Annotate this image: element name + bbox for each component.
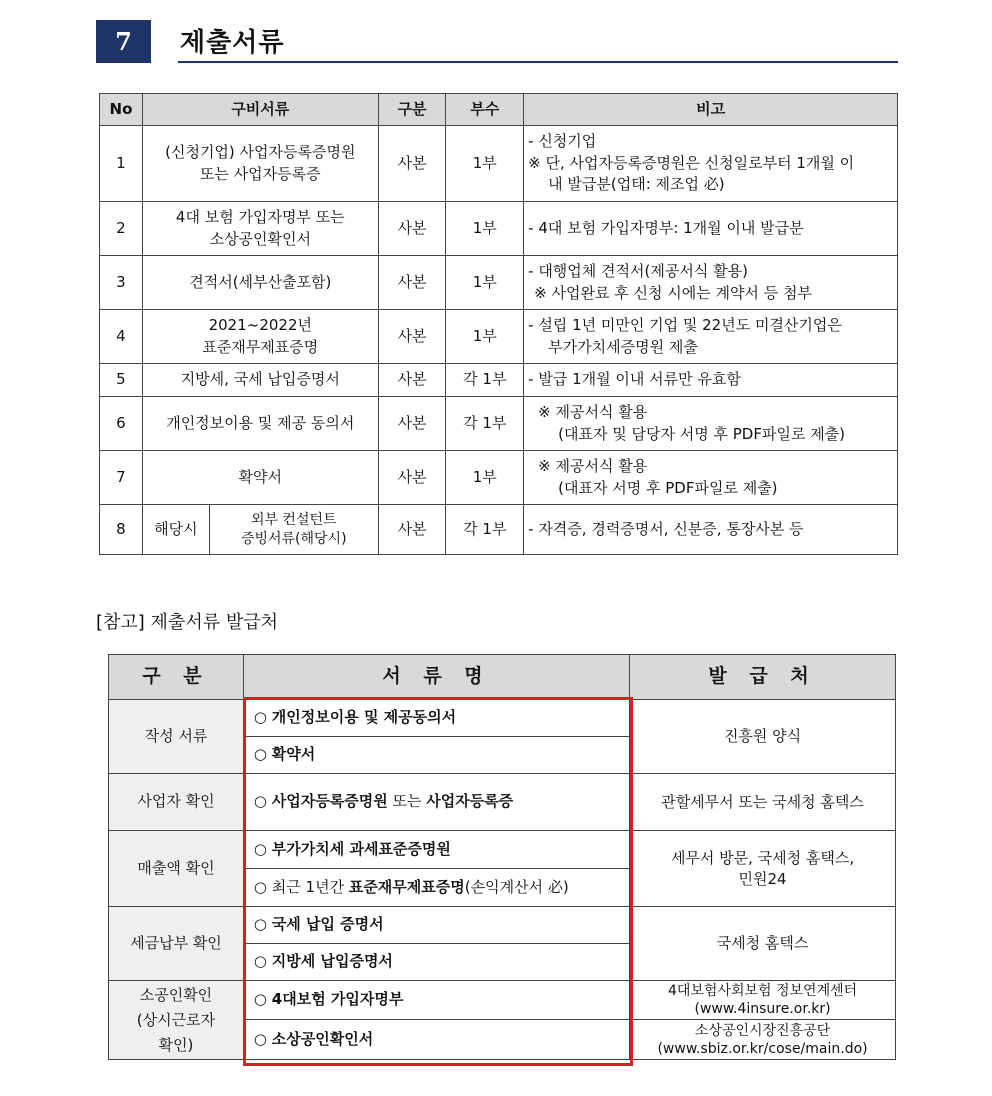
header-copies: 부수 xyxy=(446,94,524,126)
header-document-name: 서 류 명 xyxy=(243,655,629,700)
doc-line: 개인정보이용 및 제공 동의서 xyxy=(166,413,355,432)
row-copies: 1부 xyxy=(446,451,524,505)
table-row xyxy=(100,256,898,310)
note-line: (대표자 및 담당자 서명 후 PDF파일로 제출) xyxy=(558,424,846,443)
doc-line: 견적서(세부산출포함) xyxy=(189,272,332,291)
document-cell xyxy=(243,737,629,774)
table-row xyxy=(100,126,898,202)
row-note xyxy=(524,126,898,202)
note-line: ※ 사업완료 후 신청 시에는 계약서 등 첨부 xyxy=(534,283,812,302)
header-remarks: 비고 xyxy=(524,94,898,126)
row-copies: 1부 xyxy=(446,202,524,256)
category-label: 세금납부 확인 xyxy=(130,933,222,952)
row-no: 6 xyxy=(100,397,143,451)
header-documents: 구비서류 xyxy=(142,94,378,126)
document-name: 확약서 xyxy=(271,745,316,764)
note-line: - 자격증, 경력증명서, 신분증, 통장사본 등 xyxy=(528,519,804,538)
document-connector: 또는 xyxy=(387,792,427,811)
circle-bullet-icon: ○ xyxy=(253,708,267,727)
table-row xyxy=(109,981,896,1020)
row-type: 사본 xyxy=(378,310,446,364)
doc-line: 외부 컨설턴트 xyxy=(250,511,337,528)
header-issuer: 발 급 처 xyxy=(630,655,896,700)
document-prefix: 최근 1년간 xyxy=(271,877,349,896)
document-name: 국세 납입 증명서 xyxy=(271,915,384,934)
note-line: (대표자 서명 후 PDF파일로 제출) xyxy=(558,478,778,497)
header-no: No xyxy=(100,94,143,126)
note-line: - 대행업체 견적서(제공서식 활용) xyxy=(528,261,748,280)
issuer-cell xyxy=(630,774,896,831)
row-note xyxy=(524,256,898,310)
table-row xyxy=(100,451,898,505)
row-copies: 각 1부 xyxy=(446,397,524,451)
row-type: 사본 xyxy=(378,126,446,202)
row-type: 사본 xyxy=(378,505,446,555)
row-no: 5 xyxy=(100,364,143,397)
document-cell xyxy=(243,869,629,907)
note-line: - 발급 1개월 이내 서류만 유효함 xyxy=(528,370,741,389)
row-no: 3 xyxy=(100,256,143,310)
row-document xyxy=(142,256,378,310)
row-copies: 1부 xyxy=(446,126,524,202)
category-cell xyxy=(109,907,244,981)
note-line: ※ 단, 사업자등록증명원은 신청일로부터 1개월 이 xyxy=(528,153,855,172)
category-label: 사업자 확인 xyxy=(137,792,215,811)
row-type: 사본 xyxy=(378,451,446,505)
category-label: 소공인확인 xyxy=(139,986,213,1005)
doc-line: 2021~2022년 xyxy=(208,315,312,334)
issuer-line: (www.4insure.or.kr) xyxy=(694,1001,831,1018)
note-line: - 4대 보험 가입자명부: 1개월 이내 발급분 xyxy=(528,218,804,237)
doc-line: 확약서 xyxy=(238,467,283,486)
document-cell xyxy=(243,1020,629,1060)
table-row xyxy=(100,310,898,364)
row-sub-label: 해당시 xyxy=(142,505,209,555)
reference-heading: [참고] 제출서류 발급처 xyxy=(96,612,278,633)
issuer-cell xyxy=(630,981,896,1020)
category-cell xyxy=(109,981,244,1060)
document-cell xyxy=(243,944,629,981)
row-no: 2 xyxy=(100,202,143,256)
row-note xyxy=(524,451,898,505)
category-label: 매출액 확인 xyxy=(137,858,215,877)
document-name: 지방세 납입증명서 xyxy=(271,952,393,971)
table-row xyxy=(109,831,896,869)
header-type: 구분 xyxy=(378,94,446,126)
document-name: 4대보험 가입자명부 xyxy=(271,990,404,1009)
row-document xyxy=(142,126,378,202)
circle-bullet-icon: ○ xyxy=(253,952,267,971)
issuer-cell xyxy=(630,907,896,981)
issuer-cell xyxy=(630,1020,896,1060)
row-note xyxy=(524,505,898,555)
required-documents-table xyxy=(99,93,898,555)
row-copies: 1부 xyxy=(446,310,524,364)
category-cell xyxy=(109,774,244,831)
row-copies: 1부 xyxy=(446,256,524,310)
category-label: (상시근로자 xyxy=(136,1010,216,1029)
category-cell xyxy=(109,831,244,907)
circle-bullet-icon: ○ xyxy=(253,839,267,858)
document-name: 개인정보이용 및 제공동의서 xyxy=(271,708,457,727)
row-document xyxy=(142,202,378,256)
issuer-line: 민원24 xyxy=(738,869,787,888)
row-no: 4 xyxy=(100,310,143,364)
doc-line: 증빙서류(해당시) xyxy=(240,530,347,547)
document-cell xyxy=(243,700,629,737)
row-document xyxy=(142,451,378,505)
circle-bullet-icon: ○ xyxy=(253,1030,267,1048)
row-type: 사본 xyxy=(378,397,446,451)
doc-line: 4대 보험 가입자명부 또는 xyxy=(175,207,345,226)
row-document xyxy=(142,397,378,451)
header-category: 구 분 xyxy=(109,655,244,700)
title-underline xyxy=(178,61,898,63)
document-name: 부가가치세 과세표준증명원 xyxy=(271,839,451,858)
note-line: - 설립 1년 미만인 기업 및 22년도 미결산기업은 xyxy=(528,315,842,334)
category-label: 작성 서류 xyxy=(144,726,208,745)
doc-line: 또는 사업자등록증 xyxy=(199,164,321,183)
document-name: 사업자등록증명원 xyxy=(271,792,388,811)
row-no: 7 xyxy=(100,451,143,505)
doc-line: 표준재무제표증명 xyxy=(202,337,319,356)
table-header-row xyxy=(109,655,896,700)
row-document xyxy=(142,364,378,397)
note-line: - 신청기업 xyxy=(528,131,597,150)
category-cell xyxy=(109,700,244,774)
table-row xyxy=(109,907,896,944)
issuer-line: 국세청 홈텍스 xyxy=(716,934,809,953)
issuer-cell xyxy=(630,700,896,774)
table-row xyxy=(100,202,898,256)
document-name: 표준재무제표증명 xyxy=(348,877,465,896)
issuer-line: 진흥원 양식 xyxy=(723,727,802,746)
row-type: 사본 xyxy=(378,364,446,397)
table-row xyxy=(109,774,896,831)
row-note xyxy=(524,397,898,451)
row-note xyxy=(524,202,898,256)
row-type: 사본 xyxy=(378,202,446,256)
table-header-row xyxy=(100,94,898,126)
row-no: 8 xyxy=(100,505,143,555)
row-type: 사본 xyxy=(378,256,446,310)
issuing-office-table xyxy=(108,654,896,1060)
row-note xyxy=(524,310,898,364)
issuer-line: 세무서 방문, 국세청 홈택스, xyxy=(670,849,855,868)
document-cell xyxy=(243,774,629,831)
circle-bullet-icon: ○ xyxy=(253,990,267,1009)
row-no: 1 xyxy=(100,126,143,202)
document-name: 사업자등록증 xyxy=(426,792,514,811)
issuer-line: (www.sbiz.or.kr/cose/main.do) xyxy=(657,1040,868,1057)
section-title: 제출서류 xyxy=(180,28,285,58)
issuer-line: 소상공인시장진흥공단 xyxy=(694,1022,831,1039)
row-copies: 각 1부 xyxy=(446,364,524,397)
issuer-cell xyxy=(630,831,896,907)
table-row xyxy=(100,364,898,397)
table-row xyxy=(109,700,896,737)
category-label: 확인) xyxy=(158,1035,194,1054)
document-cell xyxy=(243,831,629,869)
document-cell xyxy=(243,981,629,1020)
row-copies: 각 1부 xyxy=(446,505,524,555)
doc-line: (신청기업) 사업자등록증명원 xyxy=(165,142,356,161)
row-document xyxy=(209,505,378,555)
note-line: ※ 제공서식 활용 xyxy=(538,456,648,475)
table-row xyxy=(100,397,898,451)
document-cell xyxy=(243,907,629,944)
issuer-line: 관할세무서 또는 국세청 홈텍스 xyxy=(661,792,864,811)
table-row xyxy=(100,505,898,555)
circle-bullet-icon: ○ xyxy=(253,745,267,764)
note-line: 내 발급분(업태: 제조업 必) xyxy=(548,175,725,194)
issuer-line: 4대보험사회보험 정보연계센터 xyxy=(667,983,858,999)
document-suffix: (손익계산서 必) xyxy=(464,877,569,896)
row-note xyxy=(524,364,898,397)
document-name: 소상공인확인서 xyxy=(271,1030,374,1048)
note-line: 부가가치세증명원 제출 xyxy=(548,337,698,356)
row-document xyxy=(142,310,378,364)
circle-bullet-icon: ○ xyxy=(253,877,267,896)
circle-bullet-icon: ○ xyxy=(253,792,267,811)
circle-bullet-icon: ○ xyxy=(253,915,267,934)
section-number-badge: 7 xyxy=(96,20,151,63)
note-line: ※ 제공서식 활용 xyxy=(538,402,648,421)
doc-line: 소상공인확인서 xyxy=(209,229,312,248)
doc-line: 지방세, 국세 납입증명서 xyxy=(180,370,340,389)
